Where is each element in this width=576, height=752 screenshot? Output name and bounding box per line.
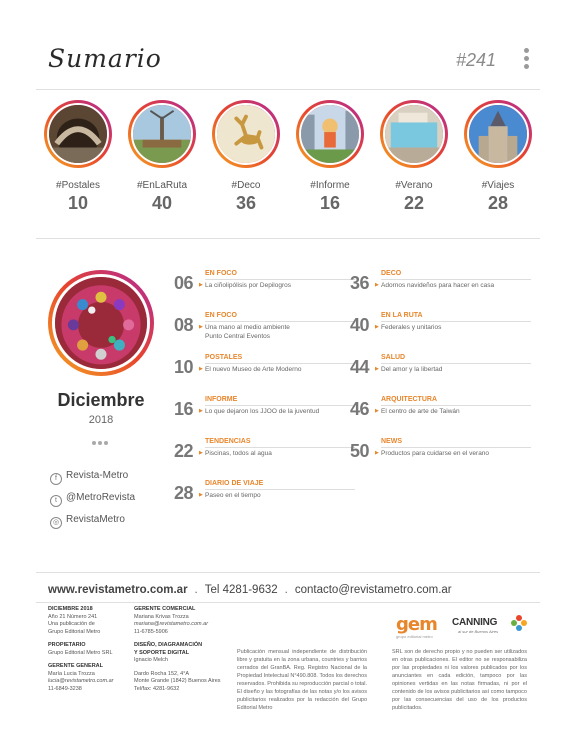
toc-entry[interactable]: 16 INFORME ▶ Lo que dejaron los JJOO de la juventud: [174, 396, 354, 436]
legal-text-1: Publicación mensual independiente de distribución libre y gratuita en la zona urbana, countries y barrios cerrados del GranBA. Reg. Registro Nacional de la Propiedad Intelectual N°490.808. Todos los derechos reservados. Prohibida su reproducción parcial o total. El diseño y las fotografías de las notas y/o los avisos publicitarios realizados por la redacción del Grupo Editorial Metro: [237, 649, 367, 711]
contact-line: www.revistametro.com.ar . Tel 4281-9632 . contacto@revistametro.com.ar: [48, 584, 452, 596]
issue-number: #241: [455, 50, 496, 70]
story-page-number: 22: [403, 193, 425, 213]
page-number: 08: [174, 315, 194, 335]
section-description: Piscinas, todos al agua: [205, 450, 272, 457]
story-viajes[interactable]: [456, 100, 540, 214]
page-number: 44: [350, 357, 370, 377]
social-twitter[interactable]: t @MetroRevista: [50, 492, 135, 507]
section-description: Lo que dejaron los JJOO de la juventud: [205, 408, 320, 415]
toc-entry[interactable]: 36 DECO ▶ Adornos navideños para hacer en casa: [350, 270, 530, 310]
profile-card: [36, 256, 166, 536]
story-page-number: 28: [487, 193, 509, 213]
section-description: Paseo en el tiempo: [205, 492, 261, 499]
page-number: 50: [350, 441, 370, 461]
divider: [36, 89, 540, 90]
page-number: 28: [174, 483, 194, 503]
canning-flower-icon: [511, 615, 527, 631]
toc-entry[interactable]: 50 NEWS ▶ Productos para cuidarse en el verano: [350, 438, 530, 478]
more-options-icon[interactable]: [522, 48, 530, 70]
section-description: Del amor y la libertad: [381, 366, 443, 373]
page-title: Sumario: [48, 44, 162, 73]
gem-logo: gem: [396, 614, 437, 635]
story-postales[interactable]: [36, 100, 120, 214]
canning-logo-subtitle: al sur de Buenos Aires: [458, 629, 499, 634]
divider: [36, 602, 540, 603]
section-description: Federales y unitarios: [381, 324, 442, 331]
section-description: Adornos navideños para hacer en casa: [381, 282, 495, 289]
section-category: INFORME: [205, 396, 238, 403]
section-category: POSTALES: [205, 354, 243, 361]
section-description: Productos para cuidarse en el verano: [381, 450, 490, 457]
reindeer-photo-icon: [215, 103, 277, 165]
toc-entry[interactable]: 10 POSTALES ▶ El nuevo Museo de Arte Moderno: [174, 354, 354, 394]
gem-logo-subtitle: grupo editorial metro: [396, 634, 433, 639]
page-number: 10: [174, 357, 194, 377]
toc-entry[interactable]: 28 DIARIO DE VIAJE ▶ Paseo en el tiempo: [174, 480, 354, 520]
building-photo-icon: [467, 103, 529, 165]
page-number: 46: [350, 399, 370, 419]
christmas-wreath-photo-icon: [52, 274, 150, 372]
divider: [36, 572, 540, 573]
twitter-icon: t: [50, 495, 62, 507]
year-label: 2018: [88, 414, 114, 426]
section-category: EN LA RUTA: [381, 312, 423, 319]
story-highlights: [36, 100, 540, 230]
legal-text-2: SRL son de derecho propio y no pueden ser utilizados en otras publicaciones. El editor no se responsabiliza por las propiedades ni los valores publicados por los anunciantes en cada edición, tampoco por las opiniones vertidas en las notas firmadas, ni por el contenido de los avisos publicitarios así como tampoco por las consecuencias del uso de los productos publicitados.: [392, 649, 527, 711]
month-label: Diciembre: [57, 390, 145, 410]
toc-entry[interactable]: 08 EN FOCO ▶ Una mano al medio ambiente Punto Central Eventos: [174, 312, 354, 352]
story-page-number: 36: [235, 193, 257, 213]
toc-entry[interactable]: 06 EN FOCO ▶ La ciñolipólisis por Depilogros: [174, 270, 354, 310]
section-category: DIARIO DE VIAJE: [205, 480, 264, 487]
section-category: TENDENCIAS: [205, 438, 251, 445]
section-category: EN FOCO: [205, 270, 237, 277]
page-number: 22: [174, 441, 194, 461]
story-tag: #Informe: [310, 180, 350, 191]
section-category: ARQUITECTURA: [381, 396, 437, 403]
mascot-photo-icon: [299, 103, 361, 165]
toc-entry[interactable]: 22 TENDENCIAS ▶ Piscinas, todos al agua: [174, 438, 354, 478]
story-tag: #Verano: [395, 180, 433, 191]
page-header: [40, 38, 536, 88]
page-number: 36: [350, 273, 370, 293]
avatar[interactable]: [48, 270, 154, 376]
section-category: DECO: [381, 270, 402, 277]
credits-column-1: DICIEMBRE 2018 Año 21 Número 241 Una publicación de Grupo Editorial Metro PROPIETARIO Grupo Editorial Metro SRL GERENTE GENERAL María Lucia Trozza lucia@revistametro.com.ar 11-6849-3238: [48, 606, 114, 692]
section-category: NEWS: [381, 438, 402, 445]
social-instagram[interactable]: ◎ RevistaMetro: [50, 514, 125, 529]
story-tag: #Postales: [56, 180, 100, 191]
story-deco[interactable]: [204, 100, 288, 214]
website-link[interactable]: www.revistametro.com.ar: [48, 584, 188, 596]
toc-entry[interactable]: 40 EN LA RUTA ▶ Federales y unitarios: [350, 312, 530, 352]
instagram-icon: ◎: [50, 517, 62, 529]
section-description: El centro de arte de Taiwán: [381, 408, 460, 415]
page-number: 16: [174, 399, 194, 419]
section-description: La ciñolipólisis por Depilogros: [205, 282, 291, 289]
divider: [36, 238, 540, 239]
credits-column-2: GERENTE COMERCIAL Mariana Krivas Trozza mariana@revistametro.com.ar 11-6785-5906 DISEÑO, DIAGRAMACIÓN Y SOPORTE DIGITAL Ignacio Melch Dardo Rocha 152, 4°A Monte Grande (1842) Buenos Aires Tel/fax: 4281-9632: [134, 606, 221, 692]
pool-photo-icon: [383, 103, 445, 165]
story-tag: #EnLaRuta: [136, 180, 188, 191]
email-link[interactable]: contacto@revistametro.com.ar: [294, 584, 452, 596]
story-page-number: 40: [151, 193, 173, 213]
more-icon[interactable]: [92, 441, 112, 447]
story-tag: #Deco: [231, 180, 261, 191]
section-description: Una mano al medio ambiente Punto Central Eventos: [205, 324, 290, 340]
story-verano[interactable]: [372, 100, 456, 214]
museum-interior-photo-icon: [47, 103, 109, 165]
story-page-number: 10: [67, 193, 89, 213]
windmill-photo-icon: [131, 103, 193, 165]
story-informe[interactable]: [288, 100, 372, 214]
toc-entry[interactable]: 44 SALUD ▶ Del amor y la libertad: [350, 354, 530, 394]
section-category: SALUD: [381, 354, 406, 361]
section-category: EN FOCO: [205, 312, 237, 319]
story-enlaruta[interactable]: [120, 100, 204, 214]
canning-logo: CANNING: [452, 617, 498, 628]
phone-number: Tel 4281-9632: [204, 584, 278, 596]
social-facebook[interactable]: f Revista-Metro: [50, 470, 128, 485]
page-number: 40: [350, 315, 370, 335]
story-tag: #Viajes: [481, 180, 515, 191]
toc-entry[interactable]: 46 ARQUITECTURA ▶ El centro de arte de Taiwán: [350, 396, 530, 436]
facebook-icon: f: [50, 473, 62, 485]
story-page-number: 16: [319, 193, 341, 213]
section-description: El nuevo Museo de Arte Moderno: [205, 366, 302, 373]
page-number: 06: [174, 273, 194, 293]
